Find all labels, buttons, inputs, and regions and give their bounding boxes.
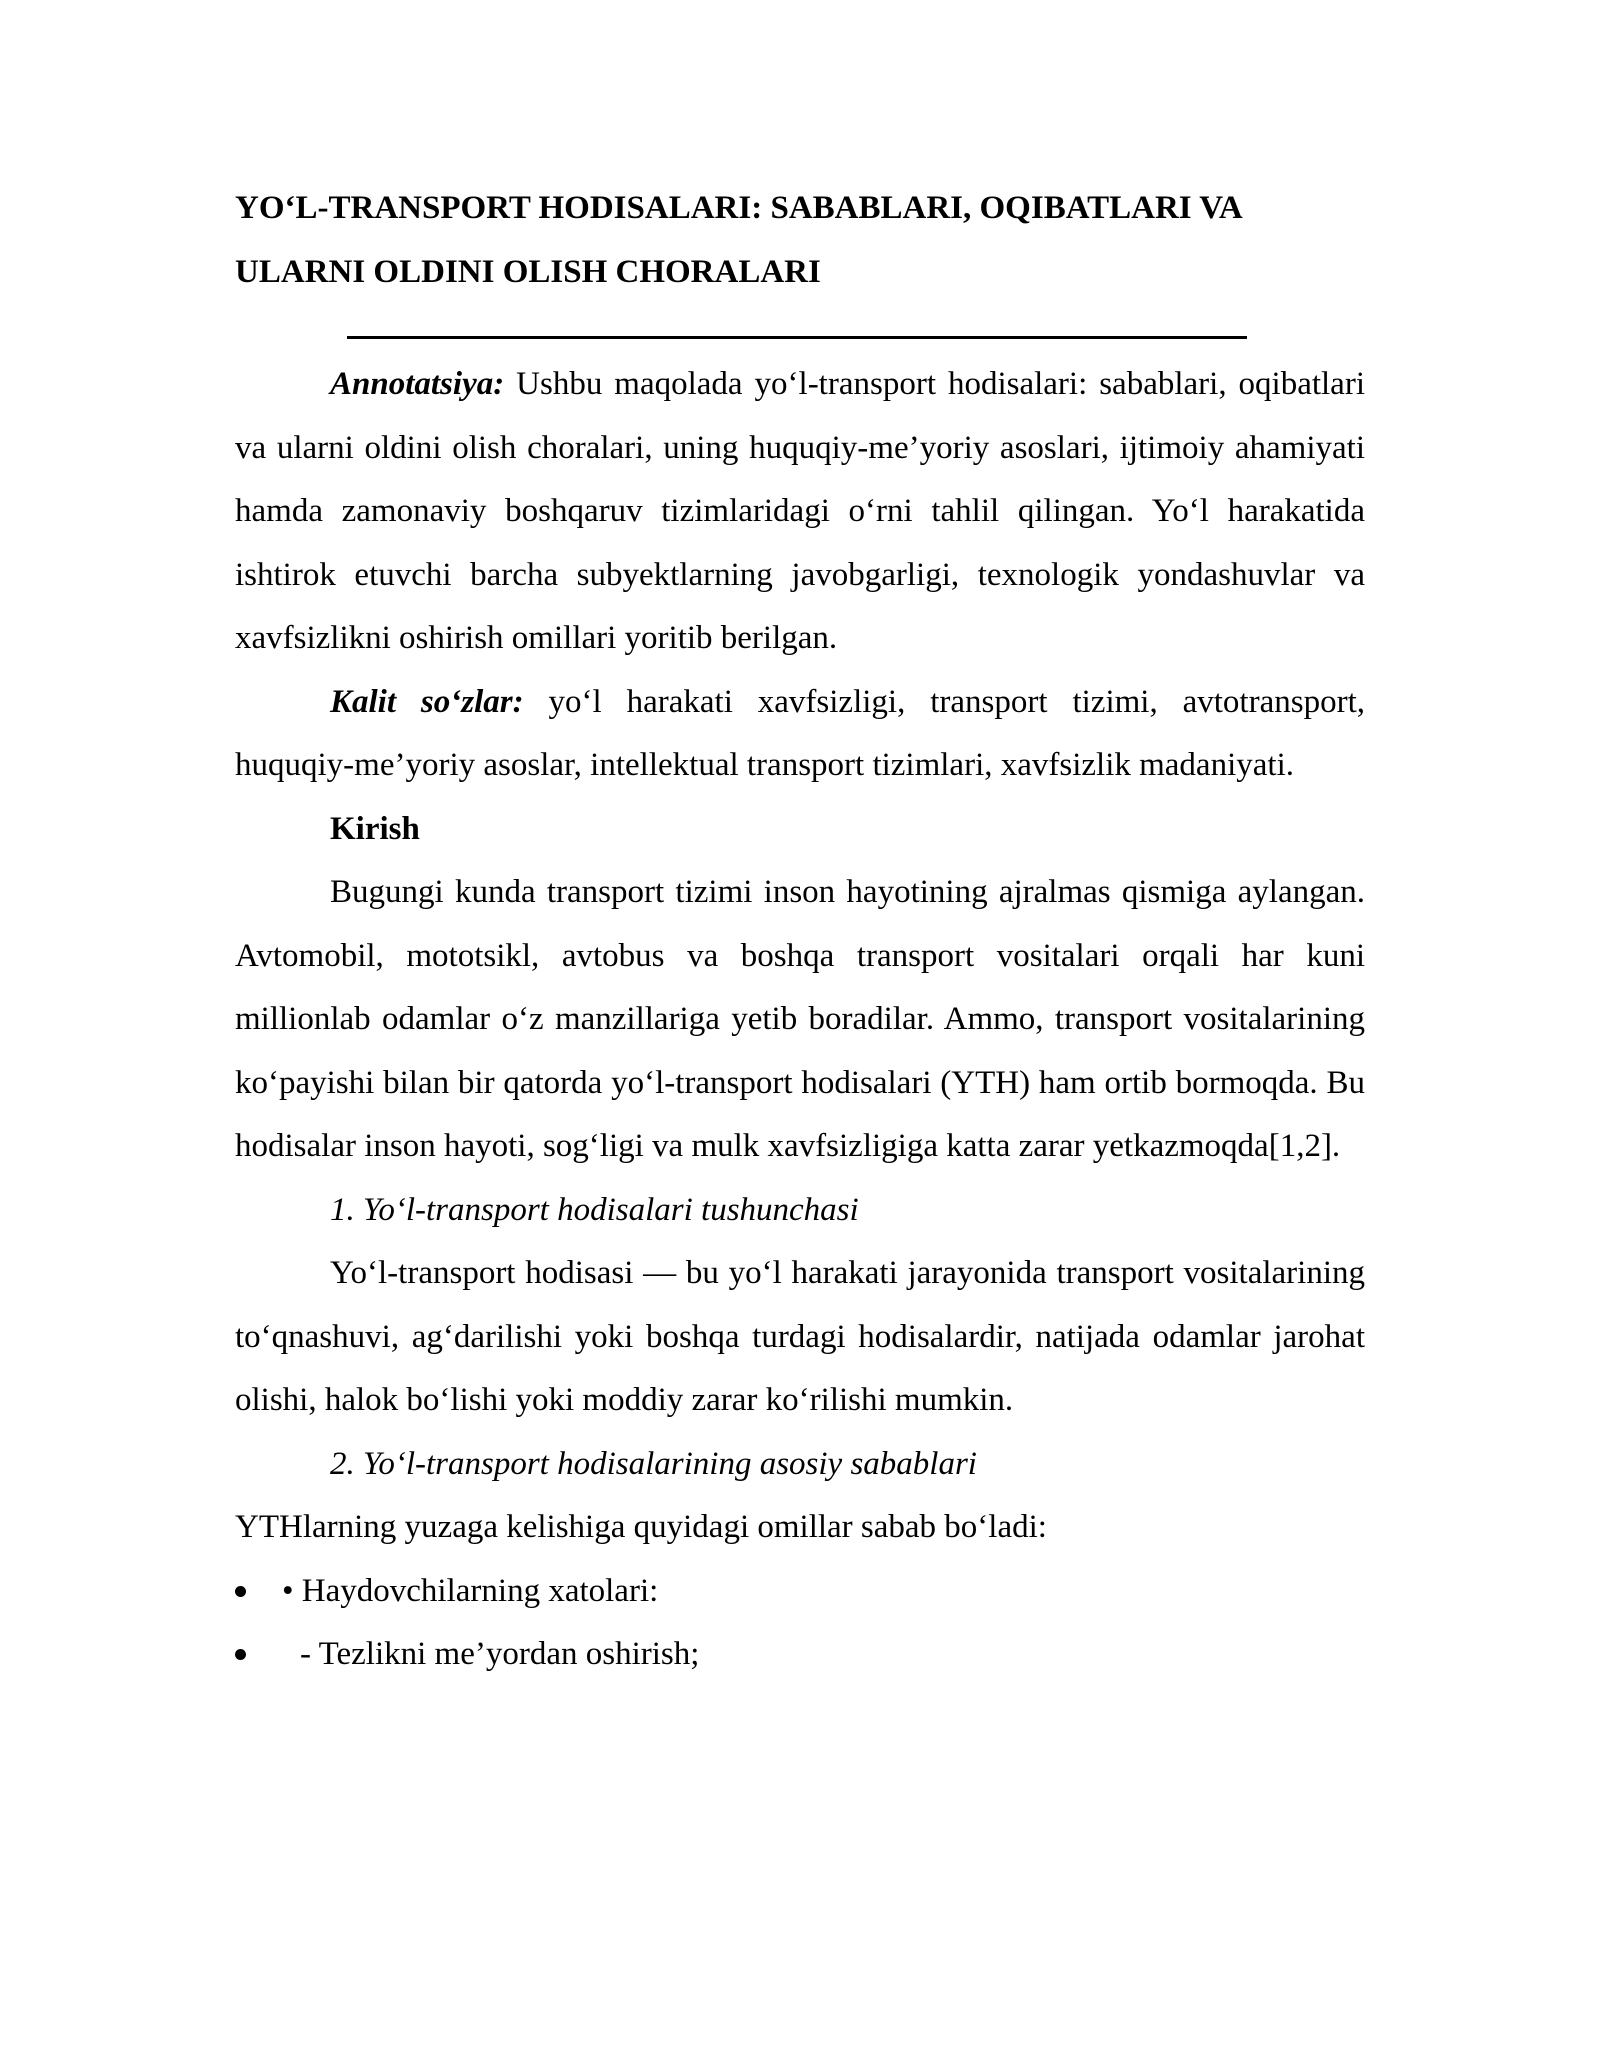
section-2-heading: 2. Yo‘l-transport hodisalarining asosiy sabablari xyxy=(330,1445,977,1482)
document-body xyxy=(235,176,1365,1687)
keywords-paragraph xyxy=(235,671,1365,798)
keywords-text: yo‘l harakati xavfsizligi, transport tizimi, avtotransport, huquqiy-me’yoriy asoslar, intellektual transport tizimlari, xavfsizlik madaniyati. xyxy=(235,683,1365,783)
keywords-label: Kalit so‘zlar: xyxy=(330,683,524,720)
title-divider xyxy=(347,336,1247,339)
intro-paragraph: Bugungi kunda transport tizimi inson hayotining ajralmas qismiga aylangan. Avtomobil, mototsikl, avtobus va boshqa transport vositalari orqali har kuni millionlab odamlar o‘z manzillariga yetib boradilar. Ammo, transport vositalarining ko‘payishi bilan bir qatorda yo‘l-transport hodisalari (YTH) ham ortib bormoqda. Bu hodisalar inson hayoti, sog‘ligi va mulk xavfsizligiga katta zarar yetkazmoqda[1,2]. xyxy=(235,874,1365,1164)
abstract-paragraph xyxy=(235,353,1365,671)
abstract-text: Ushbu maqolada yo‘l-transport hodisalari: sabablari, oqibatlari va ularni oldini olish choralari, uning huquqiy-me’yoriy asoslari, ijtimoiy ahamiyati hamda zamonaviy boshqaruv tizimlaridagi o‘rni tahlil qilingan. Yo‘l harakatida ishtirok etuvchi barcha subyektlarning javobgarligi, texnologik yondashuvlar va xavfsizlikni oshirish omillari yoritib berilgan. xyxy=(235,366,1365,656)
bullet-icon xyxy=(235,1586,246,1597)
causes-list xyxy=(235,1560,1365,1687)
bullet-icon xyxy=(235,1649,246,1660)
list-item xyxy=(235,1560,1365,1624)
list-item xyxy=(235,1623,1365,1687)
title-line-2: ULARNI OLDINI OLISH CHORALARI xyxy=(235,254,821,290)
section-2-intro: YTHlarning yuzaga kelishiga quyidagi omillar sabab bo‘ladi: xyxy=(235,1509,1047,1545)
section-1-heading: 1. Yo‘l-transport hodisalari tushunchasi xyxy=(330,1191,859,1228)
title-line-1: YO‘L-TRANSPORT HODISALARI: SABABLARI, OQIBATLARI VA xyxy=(235,190,1243,226)
intro-heading: Kirish xyxy=(330,810,420,847)
abstract-label: Annotatsiya: xyxy=(330,366,505,402)
article-title xyxy=(235,176,1365,304)
section-1-paragraph: Yo‘l-transport hodisasi — bu yo‘l harakati jarayonida transport vositalarining to‘qnashuvi, ag‘darilishi yoki boshqa turdagi hodisalardir, natijada odamlar jarohat olishi, halok bo‘lishi yoki moddiy zarar ko‘rilishi mumkin. xyxy=(235,1255,1365,1418)
list-item-text: • Haydovchilarning xatolari: xyxy=(282,1572,659,1609)
list-item-text: - Tezlikni me’yordan oshirish; xyxy=(300,1636,700,1672)
